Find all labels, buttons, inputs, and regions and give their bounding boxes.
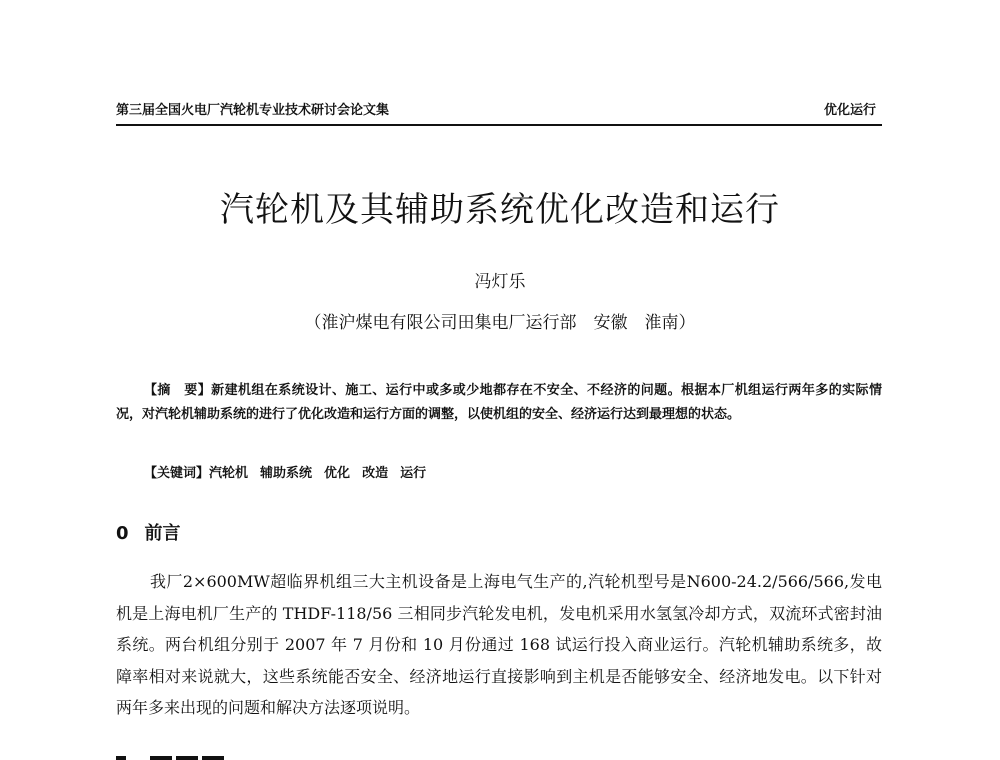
heading-fragment-mark <box>150 756 172 760</box>
running-header <box>116 100 882 126</box>
heading-fragment-mark <box>176 756 198 760</box>
paper-title: 汽轮机及其辅助系统优化改造和运行 <box>220 190 780 230</box>
section-title: 前言 <box>144 523 181 544</box>
keyword-item: 汽轮机 <box>209 466 249 481</box>
section-number: 0 <box>116 523 129 544</box>
abstract-text: 新建机组在系统设计、施工、运行中或多或少地都存在不安全、不经济的问题。根据本厂机组运行两年多的实际情况，对汽轮机辅助系统的进行了优化改造和运行方面的调整，以使机组的安全、经济运行达到最理想的状态。 <box>116 383 882 422</box>
keywords <box>144 462 882 486</box>
keyword-item: 优化 <box>324 466 351 481</box>
keyword-item: 运行 <box>400 466 427 481</box>
next-section-heading-fragment <box>116 748 256 760</box>
keyword-item: 辅助系统 <box>260 466 313 481</box>
running-header-section-label: 优化运行 <box>823 103 876 118</box>
author-name: 冯灯乐 <box>474 272 526 292</box>
body-paragraph: 我厂2×600MW超临界机组三大主机设备是上海电气生产的,汽轮机型号是N600-24.2/566/566,发电机是上海电机厂生产的 THDF-118/56 三相同步汽轮发电机，发电机采用水氢氢冷却方式，双流环式密封油系统。两台机组分别于 2007 年 7 月份和 10 月份通过 168 试运行投入商业运行。汽轮机辅助系统多，故障率相对来说就大，这些系统能否安全、经济地运行直接影响到主机是否能够安全、经济地发电。以下针对两年多来出现的问题和解决方法逐项说明。 <box>116 572 882 717</box>
heading-fragment-mark <box>202 756 224 760</box>
running-header-proceedings-title: 第三届全国火电厂汽轮机专业技术研讨会论文集 <box>116 103 390 118</box>
section-heading <box>116 521 882 547</box>
author-affiliation: （淮沪煤电有限公司田集电厂运行部 安徽 淮南） <box>304 313 696 333</box>
keyword-item: 改造 <box>362 466 389 481</box>
abstract-label: 【摘 要】 <box>144 383 212 398</box>
heading-fragment-mark <box>116 756 126 760</box>
keywords-label: 【关键词】 <box>144 466 210 481</box>
abstract <box>116 379 882 427</box>
